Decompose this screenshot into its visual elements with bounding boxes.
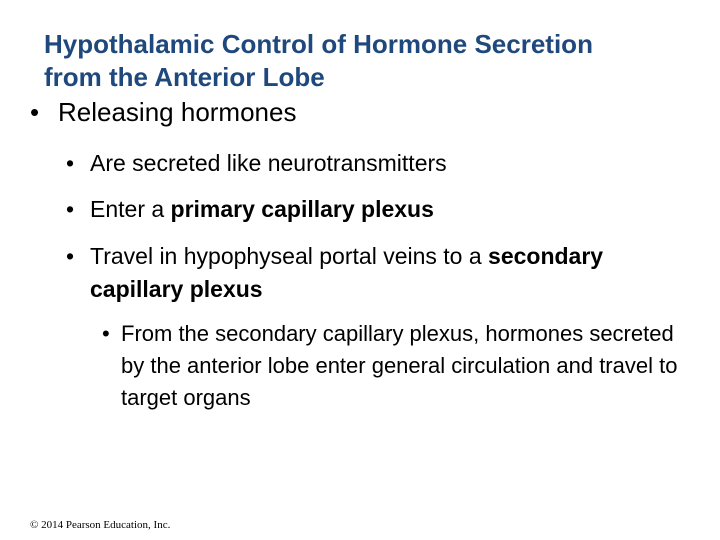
- bullet-releasing-hormones: [30, 96, 690, 128]
- bullet-marker: •: [66, 196, 75, 222]
- bullet-text: [66, 193, 686, 226]
- bullet-marker: •: [66, 243, 75, 269]
- title-line-2: from the Anterior Lobe: [44, 62, 325, 92]
- bullet-text-bold: primary capillary plexus: [170, 196, 434, 222]
- bullet-text-plain: Travel in hypophyseal portal veins to a: [90, 243, 489, 269]
- bullet-marker: •: [102, 321, 110, 346]
- title-line-1: Hypothalamic Control of Hormone Secretion: [44, 29, 593, 59]
- bullet-enter-primary-plexus: [66, 193, 686, 226]
- bullet-text: Are secreted like neurotransmitters: [90, 150, 447, 176]
- bullet-text-plain: Enter a: [90, 196, 171, 222]
- bullet-text-bold: secondary capillary plexus: [90, 243, 604, 302]
- copyright-notice: © 2014 Pearson Education, Inc.: [30, 519, 171, 531]
- bullet-travel-portal-veins: [66, 240, 686, 306]
- bullet-secreted-like-neurotransmitters: [66, 147, 686, 180]
- bullet-marker: •: [30, 97, 40, 127]
- bullet-text: From the secondary capillary plexus, hormones secreted by the anterior lobe enter general circulation and travel to target organs: [121, 321, 678, 410]
- bullet-secondary-plexus-circulation: [102, 318, 682, 414]
- bullet-text: Releasing hormones: [58, 97, 297, 127]
- bullet-marker: •: [66, 150, 75, 176]
- bullet-text: [66, 240, 686, 306]
- slide-title: [44, 28, 704, 94]
